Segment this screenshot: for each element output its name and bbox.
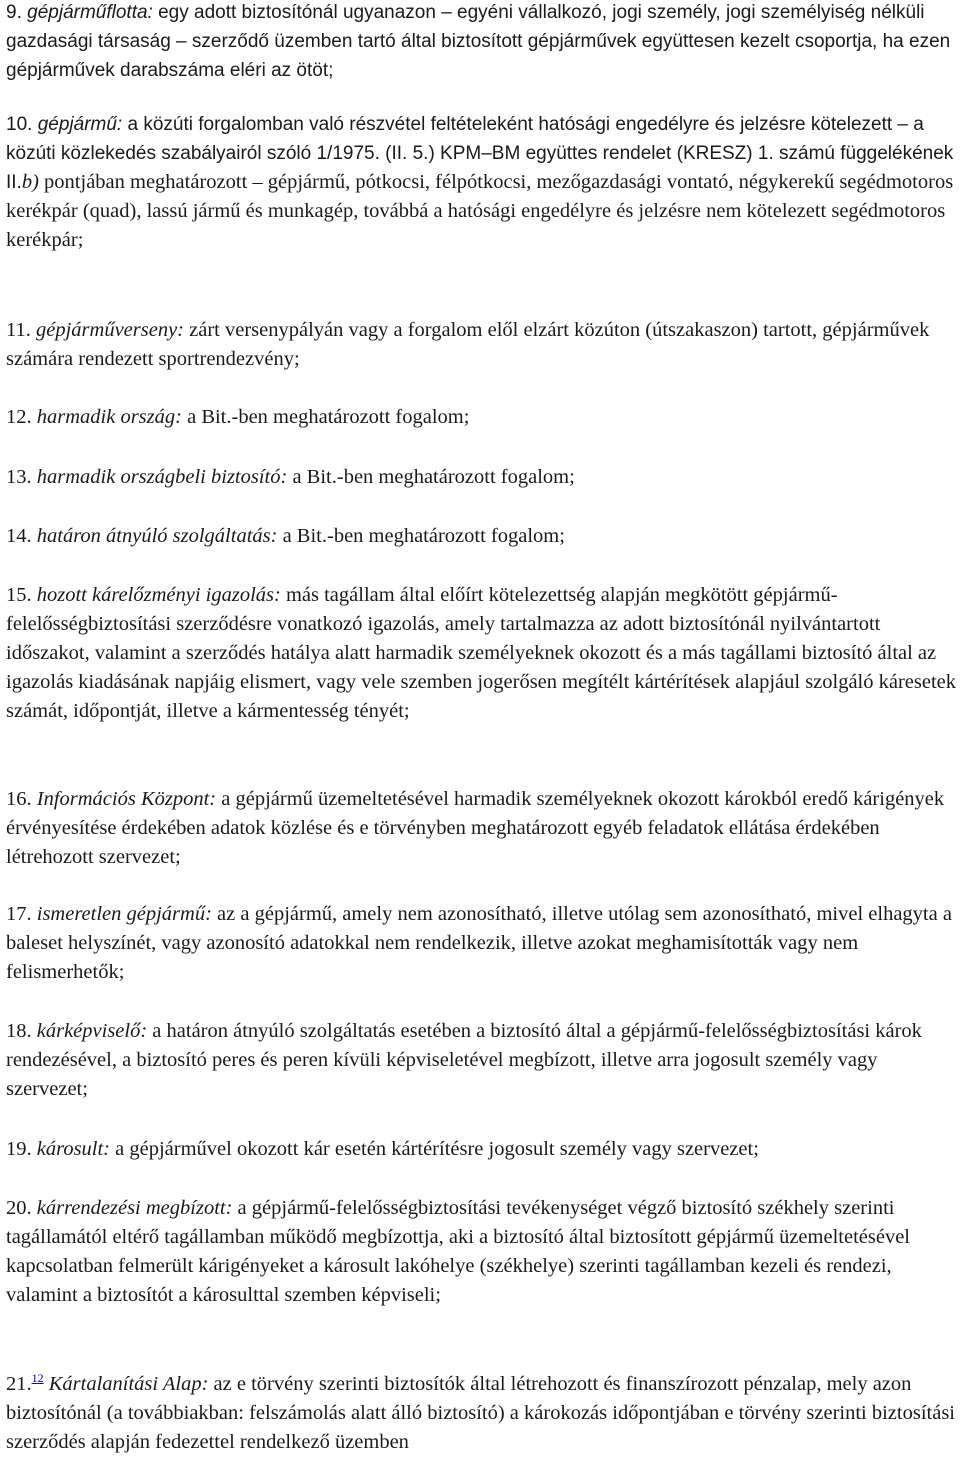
defined-term: károsult: [36,1138,111,1160]
item-number: 14. [6,525,32,547]
definition-text: a közúti forgalomban való részvétel feltételeként hatósági engedélyre és jelzésre kötelezett – a közúti közlekedés szabályairól szóló 1/1975. (II. 5.) KPM–BM együttes rendelet (KRESZ) 1. számú függelékének II. [6,114,954,193]
definition-15 [6,581,958,726]
definition-11 [6,316,958,374]
footnote-link[interactable]: 12 [31,1371,44,1386]
item-number: 16. [6,788,32,810]
defined-term: határon átnyúló szolgáltatás: [36,525,278,547]
definition-text: az e törvény szerinti biztosítók által létrehozott és finanszírozott pénzalap, mely azon biztosítónál (a továbbiakban: felszámolás alatt álló biztosító) a károkozás időpontjában e törvény szerinti biztosítási szerződés alapján fedezettel rendelkező üzemben [6,1373,955,1453]
definition-16 [6,785,958,872]
definition-13 [6,463,958,492]
item-number: 15. [6,584,32,606]
definition-text: zárt versenypályán vagy a forgalom elől elzárt közúton (útszakaszon) tartott, gépjárművek számára rendezett sportrendezvény; [6,319,930,370]
defined-term: ismeretlen gépjármű: [36,903,212,925]
definition-text: a Bit.-ben meghatározott fogalom; [287,466,575,488]
definition-18 [6,1017,958,1104]
definition-text: a gépjármű üzemeltetésével harmadik személyeknek okozott károkból eredő kárigények érvényesítése érdekében adatok közlése és e törvényben meghatározott egyéb feladatok ellátása érdekében létrehozott szervezet; [6,788,945,868]
defined-term: Információs Központ: [36,788,217,810]
item-number: 20. [6,1197,32,1219]
item-number: 21. [6,1373,32,1395]
definition-14 [6,522,958,551]
defined-term: hozott kárelőzményi igazolás: [36,584,281,606]
defined-term: Kártalanítási Alap: [48,1373,209,1395]
item-number: 19. [6,1138,32,1160]
definition-text: az a gépjármű, amely nem azonosítható, illetve utólag sem azonosítható, mivel elhagyta a baleset helyszínét, vagy azonosító adatokkal nem rendelkezik, illetve azokat meghamisították vagy nem felismerhetők; [6,903,952,983]
defined-term: gépjármű: [37,114,123,135]
defined-term: kárképviselő: [36,1020,148,1042]
definition-text: a gépjárművel okozott kár esetén kártérítésre jogosult személy vagy szervezet; [110,1138,759,1160]
sub-point-label: b) [21,171,39,193]
item-number: 18. [6,1020,32,1042]
definition-text-continued: pontjában meghatározott – gépjármű, pótkocsi, félpótkocsi, mezőgazdasági vontató, négykerekű segédmotoros kerékpár (quad), lassú jármű és munkagép, továbbá a hatósági engedélyre és jelzésre nem kötelezett segédmotoros kerékpár; [6,171,954,251]
definition-text: a Bit.-ben meghatározott fogalom; [181,406,470,428]
defined-term: harmadik országbeli biztosító: [36,466,288,488]
defined-term: kárrendezési megbízott: [36,1197,233,1219]
defined-term: harmadik ország: [36,406,182,428]
defined-term: gépjárműflotta: [27,2,153,23]
definition-21 [6,1370,958,1457]
item-number: 13. [6,466,32,488]
item-number: 17. [6,903,32,925]
definition-9 [6,0,958,85]
definition-19 [6,1135,958,1164]
definition-10 [6,110,958,255]
definition-text: a Bit.-ben meghatározott fogalom; [277,525,565,547]
definition-text: más tagállam által előírt kötelezettség alapján megkötött gépjármű-felelősségbiztosítási szerződésre vonatkozó igazolás, amely tartalmazza az adott biztosítónál nyilvántartott időszakot, valamint a szerződés hatálya alatt harmadik személyeknek okozott és a más tagállami biztosító által az igazolás kiadásának napjáig elismert, vagy vele szemben jogerősen megítélt kártérítések alapjául szolgáló káresetek számát, időpontját, illetve a kármentesség tényét; [6,584,957,722]
definition-12 [6,403,958,432]
definition-text: egy adott biztosítónál ugyanazon – egyéni vállalkozó, jogi személy, jogi személyiség nélküli gazdasági társaság – szerződő üzemben tartó által biztosított gépjárművek együttesen kezelt csoportja, ha ezen gépjárművek darabszáma eléri az ötöt; [6,2,951,81]
definition-20 [6,1194,958,1310]
definition-text: a határon átnyúló szolgáltatás esetében a biztosító által a gépjármű-felelősségbiztosítási károk rendezésével, a biztosító peres és peren kívüli képviseletével megbízott, illetve arra jogosult személy vagy szervezet; [6,1020,922,1100]
defined-term: gépjárműverseny: [36,319,185,341]
definition-text: a gépjármű-felelősségbiztosítási tevékenységet végző biztosító székhely szerinti tagállamától eltérő tagállamban működő megbízottja, aki a biztosító által biztosított gépjármű üzemeltetésével kapcsolatban felmerült kárigényeket a károsult lakóhelye (székhelye) szerinti tagállamban kezeli és rendezi, valamint a biztosítót a károsulttal szemben képviseli; [6,1197,910,1306]
item-number: 10. [6,114,33,135]
definition-17 [6,900,958,987]
item-number: 9. [6,2,22,23]
item-number: 12. [6,406,32,428]
item-number: 11. [6,319,31,341]
